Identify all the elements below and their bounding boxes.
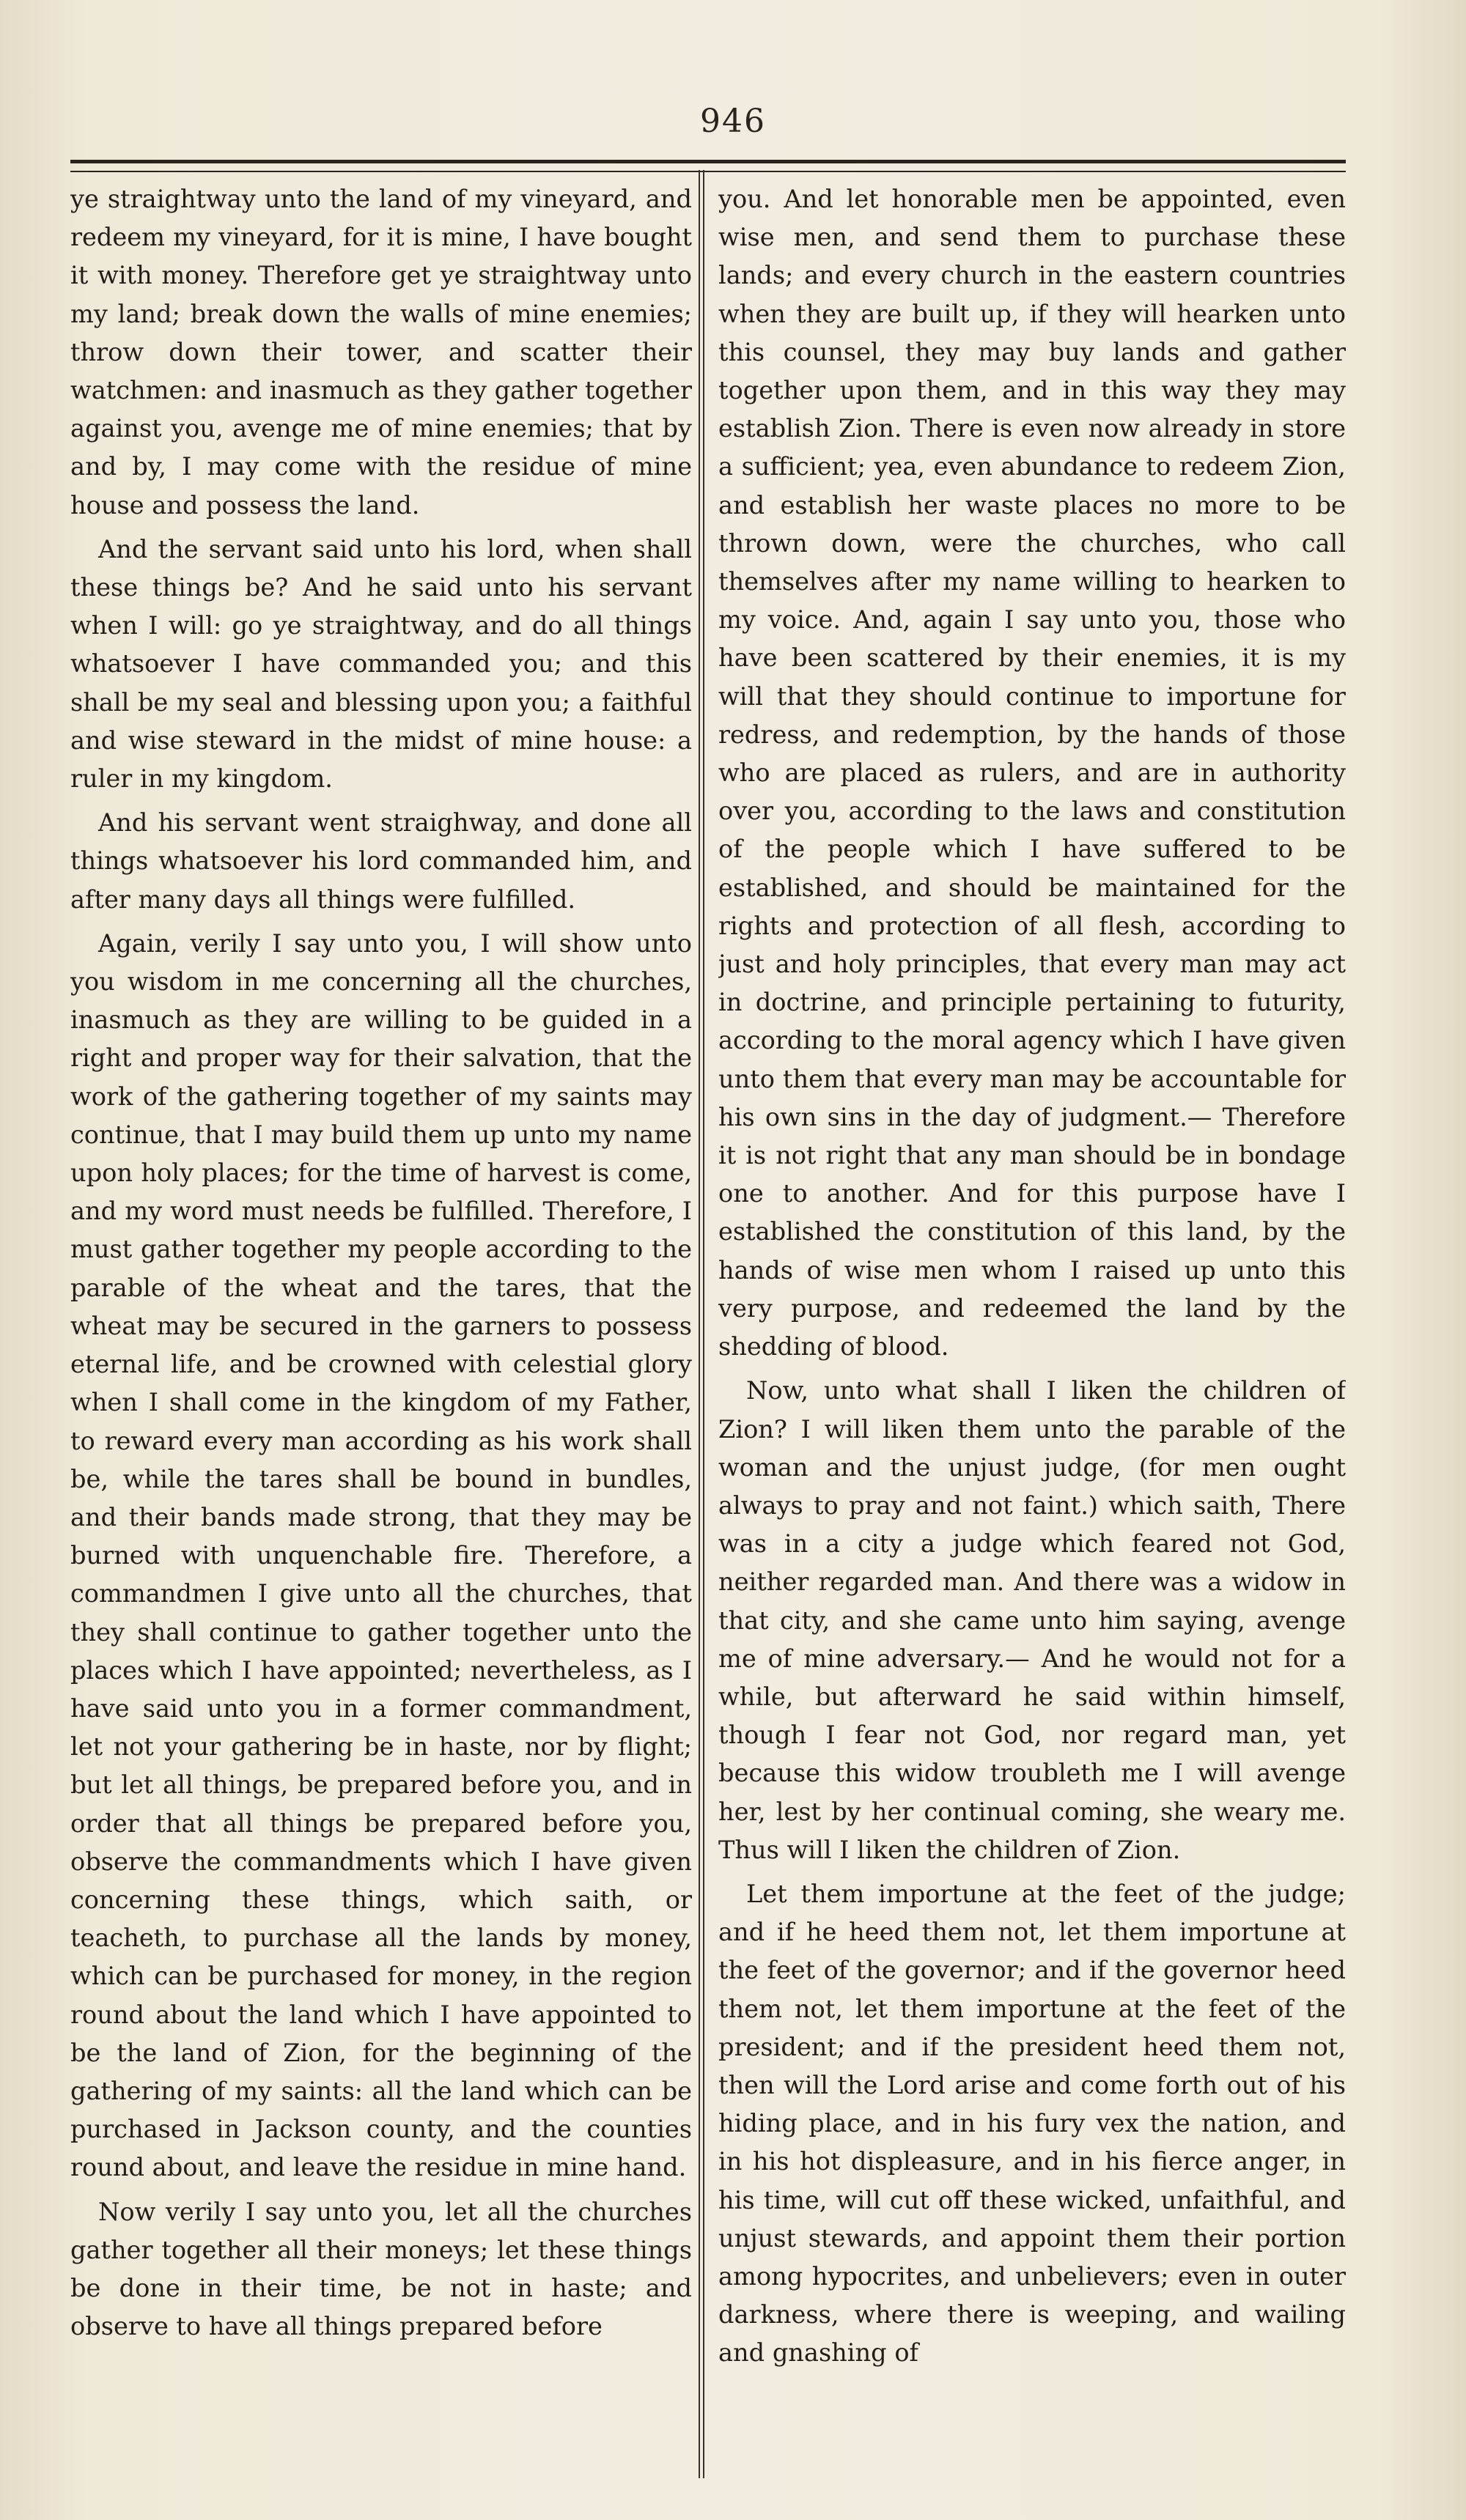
paragraph: Now verily I say unto you, let all the churches gather together all their moneys; let these things be done in their time, be not in haste; and observe to have all things prepared before [70, 2197, 692, 2341]
paragraph: Let them importune at the feet of the judge; and if he heed them not, let them importune at the feet of the governor; and if the governor heed them not, let them importune at the feet of the president; and if the president heed them not, then will the Lord arise and come forth out of his hiding place, and in his fury vex the nation, and in his hot displeasure, and in his fierce anger, in his time, will cut off these wicked, unfaithful, and unjust stewards, and appoint them their portion among hypocrites, and unbelievers; even in outer darkness, where there is weeping, and wailing and gnashing of [718, 1879, 1346, 2368]
paragraph: And his servant went straighway, and done all things whatsoever his lord commanded him, and after many days all things were fulfilled. [70, 808, 692, 914]
column-divider [699, 170, 704, 2478]
paragraph: ye straightway unto the land of my vineyard, and redeem my vineyard, for it is mine, I have bought it with money. Therefore get ye straightway unto my land; break down the walls of mine enemies; throw down their tower, and scatter their watchmen: and inasmuch as they gather together against you, avenge me of mine enemies; that by and by, I may come with the residue of mine house and possess the land. [70, 185, 692, 520]
paragraph: Now, unto what shall I liken the children of Zion? I will liken them unto the parable of the woman and the unjust judge, (for men ought always to pray and not faint.) which saith, There was in a city a judge which feared not God, neither regarded man. And there was a widow in that city, and she came unto him saying, avenge me of mine adversary.— And he would not for a while, but afterward he said within himself, though I fear not God, nor regard man, yet because this widow troubleth me I will avenge her, lest by her continual coming, she weary me. Thus will I liken the children of Zion. [718, 1376, 1346, 1864]
paragraph: And the servant said unto his lord, when shall these things be? And he said unto his servant when I will: go ye straightway, and do all things whatsoever I have commanded you; and this shall be my seal and blessing upon you; a faithful and wise steward in the midst of mine house: a ruler in my kingdom. [70, 534, 692, 794]
right-column [718, 180, 1346, 2474]
paragraph: you. And let honorable men be appointed, even wise men, and send them to purchase these lands; and every church in the eastern countries when they are built up, if they will hearken unto this counsel, they may buy lands and gather together upon them, and in this way they may establish Zion. There is even now already in store a sufficient; yea, even abundance to redeem Zion, and establish her waste places no more to be thrown down, were the churches, who call themselves after my name willing to hearken to my voice. And, again I say unto you, those who have been scattered by their enemies, it is my will that they should continue to importune for redress, and redemption, by the hands of those who are placed as rulers, and are in authority over you, according to the laws and constitution of the people which I have suffered to be established, and should be maintained for the rights and protection of all flesh, according to just and holy principles, that every man may act in doctrine, and principle pertaining to futurity, according to the moral agency which I have given unto them that every man may be accountable for his own sins in the day of judgment.— Therefore it is not right that any man should be in bondage one to another. And for this purpose have I established the constitution of this land, by the hands of wise men whom I raised up unto this very purpose, and redeemed the land by the shedding of blood. [718, 185, 1346, 1361]
paragraph: Again, verily I say unto you, I will show unto you wisdom in me concerning all the churches, inasmuch as they are willing to be guided in a right and proper way for their salvation, that the work of the gathering together of my saints may continue, that I may build them up unto my name upon holy places; for the time of harvest is come, and my word must needs be fulfilled. Therefore, I must gather together my people according to the parable of the wheat and the tares, that the wheat may be secured in the garners to possess eternal life, and be crowned with celestial glory when I shall come in the kingdom of my Father, to reward every man according as his work shall be, while the tares shall be bound in bundles, and their bands made strong, that they may be burned with unquenchable fire. Therefore, a commandmen I give unto all the churches, that they shall continue to gather together unto the places which I have appointed; nevertheless, as I have said unto you in a former commandment, let not your gathering be in haste, nor by flight; but let all things, be prepared before you, and in order that all things be prepared before you, observe the commandments which I have given concerning these things, which saith, or teacheth, to purchase all the lands by money, which can be purchased for money, in the region round about the land which I have appointed to be the land of Zion, for the beginning of the gathering of my saints: all the land which can be purchased in Jackson county, and the counties round about, and leave the residue in mine hand. [70, 928, 692, 2182]
page-number: 946 [700, 103, 766, 140]
header-rule [70, 160, 1346, 172]
left-column [70, 180, 692, 2474]
